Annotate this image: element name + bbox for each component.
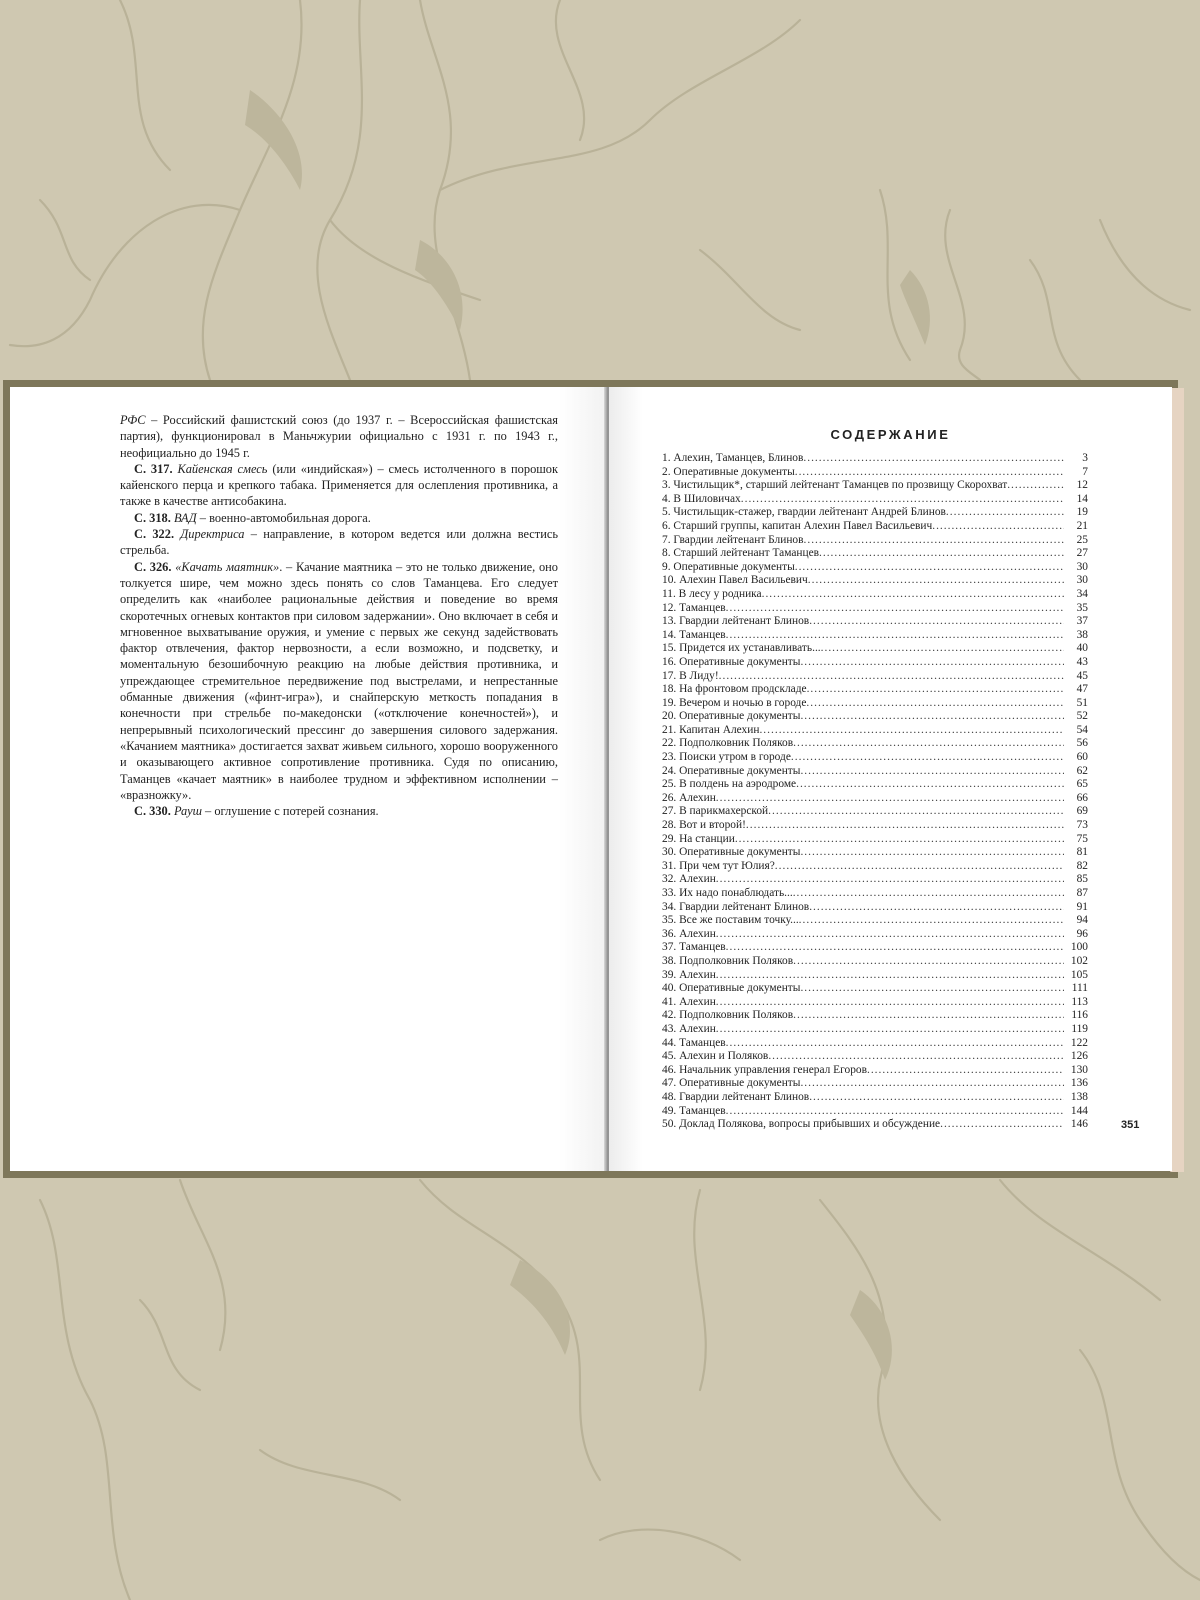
toc-entry xyxy=(662,683,1088,697)
endnote-term: Директриса xyxy=(180,527,245,542)
toc-chapter-title: 43. Алехин xyxy=(662,1022,716,1035)
toc-page-number: 66 xyxy=(1076,791,1088,804)
toc-dot-leader xyxy=(809,1091,1064,1105)
toc-chapter-title: 27. В парикмахерской xyxy=(662,805,769,818)
endnote-text: (или «индийская») – смесь истолченного в порошок кайенского перца и крепкого табака. Применяется для ослепления противника, а также в качестве антисобакина. xyxy=(120,461,559,509)
toc-chapter-title: 1. Алехин, Таманцев, Блинов xyxy=(662,452,804,464)
toc-chapter-title: 46. Начальник управления генерал Егоров xyxy=(662,1063,867,1076)
toc-chapter-title: 13. Гвардии лейтенант Блинов xyxy=(662,615,810,628)
toc-page-number: 19 xyxy=(1076,506,1088,519)
toc-page-number: 25 xyxy=(1076,533,1088,546)
toc-dot-leader xyxy=(793,737,1064,751)
toc-chapter-title: 20. Оперативные документы xyxy=(662,710,801,723)
toc-page-number: 81 xyxy=(1076,846,1088,859)
toc-dot-leader xyxy=(800,656,1064,670)
toc-page-number: 75 xyxy=(1076,832,1088,845)
toc-chapter-title: 26. Алехин xyxy=(662,791,716,804)
toc-dot-leader xyxy=(800,982,1064,996)
toc-entry xyxy=(662,561,1088,575)
endnote-term: Кайенская смесь xyxy=(177,461,268,476)
toc-chapter-title: 34. Гвардии лейтенант Блинов xyxy=(662,900,810,913)
toc-entry xyxy=(662,547,1088,561)
toc-page-number: 122 xyxy=(1070,1036,1088,1049)
toc-chapter-title: 39. Алехин xyxy=(662,968,716,981)
toc-page-number: 62 xyxy=(1076,764,1088,777)
toc-entry xyxy=(662,901,1088,915)
toc-dot-leader xyxy=(796,778,1064,792)
toc-entry xyxy=(662,833,1088,847)
toc-chapter-title: 21. Капитан Алехин xyxy=(662,723,760,736)
toc-entry xyxy=(662,1064,1088,1078)
toc-page-number: 82 xyxy=(1076,859,1088,872)
toc-dot-leader xyxy=(799,914,1064,928)
toc-dot-leader xyxy=(768,805,1064,819)
toc-chapter-title: 9. Оперативные документы xyxy=(662,560,795,573)
toc-entry xyxy=(662,602,1088,616)
toc-dot-leader xyxy=(768,1050,1064,1064)
toc-entry xyxy=(662,493,1088,507)
toc-page-number: 105 xyxy=(1070,968,1088,981)
toc-entry xyxy=(662,520,1088,534)
endnote-page-ref: С. 330. xyxy=(134,804,171,819)
toc-dot-leader xyxy=(946,506,1064,520)
toc-page-number: 21 xyxy=(1076,519,1088,532)
toc-page-number: 40 xyxy=(1076,642,1088,655)
toc-dot-leader xyxy=(746,819,1064,833)
toc-dot-leader xyxy=(735,833,1064,847)
toc-entry xyxy=(662,710,1088,724)
toc-dot-leader xyxy=(793,1009,1064,1023)
toc-page-number: 60 xyxy=(1076,751,1088,764)
toc-chapter-title: 40. Оперативные документы xyxy=(662,982,801,995)
toc-page-number: 34 xyxy=(1076,587,1088,600)
endnote-text: – военно-автомобильная дорога. xyxy=(196,510,371,525)
toc-chapter-title: 7. Гвардии лейтенант Блинов xyxy=(662,533,804,546)
toc-chapter-title: 3. Чистильщик*, старший лейтенант Таманцев по прозвищу Скорохват xyxy=(662,479,1008,492)
toc-entry xyxy=(662,969,1088,983)
toc-chapter-title: 4. В Шиловичах xyxy=(662,492,741,505)
toc-dot-leader xyxy=(716,969,1064,983)
toc-chapter-title: 38. Подполковник Поляков xyxy=(662,954,794,967)
toc-chapter-title: 50. Доклад Полякова, вопросы прибывших и обсуждение xyxy=(662,1118,941,1131)
toc-page-number: 43 xyxy=(1076,655,1088,668)
toc-page-number: 12 xyxy=(1076,479,1088,492)
toc-dot-leader xyxy=(741,493,1064,507)
toc-dot-leader xyxy=(800,710,1064,724)
toc-entry xyxy=(662,479,1088,493)
toc-dot-leader xyxy=(716,792,1064,806)
endnote-text: – Российский фашистский союз (до 1937 г. – Всероссийская фашистская партия), функционировал в Маньчжурии официально с 1931 г. по 1943 г., неофициально до 1945 г. xyxy=(120,413,558,460)
toc-entry xyxy=(662,1091,1088,1105)
endnote-term: Рауш xyxy=(173,804,202,819)
toc-page-number: 146 xyxy=(1070,1118,1088,1131)
toc-chapter-title: 31. При чем тут Юлия? xyxy=(662,859,775,872)
toc-entry xyxy=(662,792,1088,806)
toc-page-number: 119 xyxy=(1071,1022,1088,1035)
toc-chapter-title: 19. Вечером и ночью в городе xyxy=(662,696,807,709)
toc-page-number: 136 xyxy=(1070,1077,1088,1090)
right-page xyxy=(609,387,1172,1171)
toc-page-number: 54 xyxy=(1076,723,1088,736)
toc-page-number: 51 xyxy=(1076,696,1088,709)
toc-page-number: 91 xyxy=(1076,900,1088,913)
toc-page-number: 100 xyxy=(1070,941,1088,954)
toc-page-number: 30 xyxy=(1076,560,1088,573)
toc-page-number: 113 xyxy=(1071,995,1088,1008)
toc-page-number: 30 xyxy=(1076,574,1088,587)
toc-page-number: 85 xyxy=(1076,873,1088,886)
toc-page-number: 73 xyxy=(1076,819,1088,832)
toc-entry xyxy=(662,765,1088,779)
toc-dot-leader xyxy=(795,561,1064,575)
toc-entry xyxy=(662,574,1088,588)
endnote-term: «Качать маятник» xyxy=(175,559,280,574)
toc-entry xyxy=(662,928,1088,942)
endnote-paragraph xyxy=(120,803,558,819)
toc-entry xyxy=(662,615,1088,629)
toc-entry xyxy=(662,1077,1088,1091)
toc-dot-leader xyxy=(803,452,1064,466)
page-edges xyxy=(1170,388,1184,1172)
left-page xyxy=(10,387,607,1171)
toc-entry xyxy=(662,887,1088,901)
toc-page-number: 3 xyxy=(1082,452,1088,464)
toc-dot-leader xyxy=(1007,479,1064,493)
toc-page-number: 116 xyxy=(1071,1009,1088,1022)
toc-chapter-title: 14. Таманцев xyxy=(662,628,726,641)
toc-page-number: 96 xyxy=(1076,927,1088,940)
toc-dot-leader xyxy=(821,642,1064,656)
toc-page-number: 35 xyxy=(1076,601,1088,614)
endnote-term: РФС xyxy=(120,413,146,427)
toc-dot-leader xyxy=(806,697,1064,711)
toc-entry xyxy=(662,670,1088,684)
toc-chapter-title: 23. Поиски утром в городе xyxy=(662,751,791,764)
toc-entry xyxy=(662,1118,1088,1132)
toc-entry xyxy=(662,941,1088,955)
toc-dot-leader xyxy=(716,873,1064,887)
toc-chapter-title: 42. Подполковник Поляков xyxy=(662,1009,794,1022)
endnote-paragraph xyxy=(120,526,558,559)
toc-entry xyxy=(662,588,1088,602)
toc-chapter-title: 36. Алехин xyxy=(662,927,716,940)
toc-entry xyxy=(662,996,1088,1010)
toc-entry xyxy=(662,1009,1088,1023)
toc-chapter-title: 18. На фронтовом продскладе xyxy=(662,683,807,696)
toc-entry xyxy=(662,1105,1088,1119)
toc-dot-leader xyxy=(716,928,1064,942)
toc-chapter-title: 17. В Лиду! xyxy=(662,669,719,682)
toc-dot-leader xyxy=(726,629,1064,643)
toc-entry xyxy=(662,982,1088,996)
toc-dot-leader xyxy=(726,941,1064,955)
toc-chapter-title: 30. Оперативные документы xyxy=(662,846,801,859)
toc-dot-leader xyxy=(800,1077,1064,1091)
toc-page-number: 94 xyxy=(1076,914,1088,927)
toc-dot-leader xyxy=(800,846,1064,860)
toc-chapter-title: 37. Таманцев xyxy=(662,941,726,954)
endnote-text: – оглушение с потерей сознания. xyxy=(201,804,379,819)
toc-page-number: 56 xyxy=(1076,737,1088,750)
toc-entry xyxy=(662,737,1088,751)
toc-chapter-title: 41. Алехин xyxy=(662,995,716,1008)
toc-page-number: 7 xyxy=(1082,465,1088,478)
toc-chapter-title: 22. Подполковник Поляков xyxy=(662,737,794,750)
toc-dot-leader xyxy=(775,860,1064,874)
toc-chapter-title: 32. Алехин xyxy=(662,873,716,886)
toc-entry xyxy=(662,1023,1088,1037)
endnote-page-ref: С. 317. xyxy=(134,461,173,476)
toc-dot-leader xyxy=(726,1037,1064,1051)
endnote-page-ref: С. 322. xyxy=(134,527,175,542)
toc-chapter-title: 12. Таманцев xyxy=(662,601,726,614)
toc-entry xyxy=(662,805,1088,819)
toc-chapter-title: 10. Алехин Павел Васильевич xyxy=(662,574,808,587)
endnote-text: – направление, в котором ведется или должна вестись стрельба. xyxy=(120,527,558,558)
endnote-paragraph xyxy=(120,510,558,526)
toc-chapter-title: 49. Таманцев xyxy=(662,1104,726,1117)
toc-chapter-title: 5. Чистильщик-стажер, гвардии лейтенант Андрей Блинов xyxy=(662,506,946,519)
toc-entry xyxy=(662,846,1088,860)
toc-chapter-title: 29. На станции xyxy=(662,832,735,845)
endnote-page-ref: С. 326. xyxy=(134,559,172,574)
toc-page-number: 14 xyxy=(1076,492,1088,505)
toc-dot-leader xyxy=(804,534,1065,548)
toc-chapter-title: 28. Вот и второй! xyxy=(662,819,746,832)
toc-chapter-title: 6. Старший группы, капитан Алехин Павел Васильевич xyxy=(662,519,933,532)
toc-dot-leader xyxy=(719,670,1064,684)
toc-page-number: 130 xyxy=(1070,1063,1088,1076)
toc-entry xyxy=(662,656,1088,670)
endnote-term: ВАД xyxy=(173,510,197,525)
contents-heading: СОДЕРЖАНИЕ xyxy=(830,427,951,442)
toc-page-number: 47 xyxy=(1076,683,1088,696)
toc-chapter-title: 8. Старший лейтенант Таманцев xyxy=(662,547,819,560)
toc-page-number: 37 xyxy=(1076,615,1088,628)
toc-dot-leader xyxy=(791,751,1064,765)
toc-dot-leader xyxy=(793,955,1064,969)
toc-chapter-title: 2. Оперативные документы xyxy=(662,465,795,478)
endnote-paragraph xyxy=(120,559,558,803)
toc-entry xyxy=(662,642,1088,656)
toc-chapter-title: 47. Оперативные документы xyxy=(662,1077,801,1090)
toc-chapter-title: 48. Гвардии лейтенант Блинов xyxy=(662,1090,810,1103)
toc-chapter-title: 24. Оперативные документы xyxy=(662,764,801,777)
toc-entry xyxy=(662,629,1088,643)
endnote-text: . – Качание маятника – это не только движение, оно толкуется шире, чем можно здесь понять со слов Таманцева. Его следует определить как «наиболее рациональные действия и поведение во время скоротечных огневых контактов при силовом задержании». Оно включает в себя и мгновенное выхватывание оружия, и умение с первых же секунд задействовать фактор отвлечения, фактор нервозности, а если возможно, и подсветку, и моментальную безошибочную реакцию на любые действия противника, и упреждающее стремительное передвижение под выстрелами, и непрестанные обманные движения («финт-игра»), и снайперскую меткость попадания в конечности при стрельбе по-македонски («отключение конечностей»), и непрерывный психологический прессинг до завершения силового задержания. «Качанием маятника» достигается захват живьем сильного, хорошо вооруженного и оказывающего активное сопротивление противника. Судя по описанию, Таманцев «качает маятник» в наиболее трудном и эффективном исполнении – «вразножку». xyxy=(120,559,559,802)
toc-dot-leader xyxy=(940,1118,1064,1132)
toc-page-number: 27 xyxy=(1076,547,1088,560)
toc-entry xyxy=(662,873,1088,887)
toc-chapter-title: 33. Их надо понаблюдать... xyxy=(662,887,793,899)
toc-page-number: 69 xyxy=(1076,805,1088,818)
toc-entry xyxy=(662,466,1088,480)
toc-page-number: 126 xyxy=(1070,1050,1088,1063)
toc-dot-leader xyxy=(932,520,1064,534)
toc-entry xyxy=(662,534,1088,548)
toc-entry xyxy=(662,819,1088,833)
toc-entry xyxy=(662,1037,1088,1051)
toc-entry xyxy=(662,955,1088,969)
toc-chapter-title: 11. В лесу у родника xyxy=(662,587,762,600)
toc-entry xyxy=(662,860,1088,874)
endnote-paragraph xyxy=(120,412,558,461)
toc-dot-leader xyxy=(819,547,1064,561)
toc-dot-leader xyxy=(793,887,1064,901)
toc-entry xyxy=(662,724,1088,738)
toc-page-number: 138 xyxy=(1070,1090,1088,1103)
toc-page-number: 38 xyxy=(1076,628,1088,641)
toc-entry xyxy=(662,1050,1088,1064)
toc-entry xyxy=(662,778,1088,792)
toc-page-number: 52 xyxy=(1076,710,1088,723)
toc-dot-leader xyxy=(808,574,1064,588)
toc-dot-leader xyxy=(809,901,1064,915)
toc-dot-leader xyxy=(716,1023,1064,1037)
toc-entry xyxy=(662,506,1088,520)
toc-page-number: 144 xyxy=(1070,1104,1088,1117)
toc-chapter-title: 16. Оперативные документы xyxy=(662,655,801,668)
toc-chapter-title: 44. Таманцев xyxy=(662,1036,726,1049)
toc-chapter-title: 15. Придется их устанавливать... xyxy=(662,642,821,655)
table-of-contents xyxy=(662,452,1088,1132)
toc-dot-leader xyxy=(795,466,1064,480)
toc-dot-leader xyxy=(807,683,1064,697)
toc-page-number: 102 xyxy=(1070,954,1088,967)
toc-entry xyxy=(662,751,1088,765)
toc-dot-leader xyxy=(759,724,1064,738)
toc-dot-leader xyxy=(726,1105,1064,1119)
endnote-page-ref: С. 318. xyxy=(134,510,171,525)
toc-page-number: 111 xyxy=(1071,982,1088,995)
toc-page-number: 65 xyxy=(1076,778,1088,791)
endnotes xyxy=(120,412,558,819)
toc-dot-leader xyxy=(716,996,1064,1010)
toc-dot-leader xyxy=(809,615,1064,629)
page-number: 351 xyxy=(1121,1119,1140,1131)
toc-entry xyxy=(662,914,1088,928)
endnote-paragraph xyxy=(120,461,558,510)
toc-chapter-title: 25. В полдень на аэродроме xyxy=(662,778,797,791)
toc-dot-leader xyxy=(867,1064,1064,1078)
toc-entry xyxy=(662,452,1088,466)
toc-page-number: 87 xyxy=(1076,887,1088,899)
toc-entry xyxy=(662,697,1088,711)
toc-dot-leader xyxy=(726,602,1064,616)
toc-chapter-title: 45. Алехин и Поляков xyxy=(662,1050,769,1063)
toc-dot-leader xyxy=(800,765,1064,779)
toc-page-number: 45 xyxy=(1076,669,1088,682)
toc-chapter-title: 35. Все же поставим точку... xyxy=(662,914,799,927)
toc-dot-leader xyxy=(762,588,1064,602)
